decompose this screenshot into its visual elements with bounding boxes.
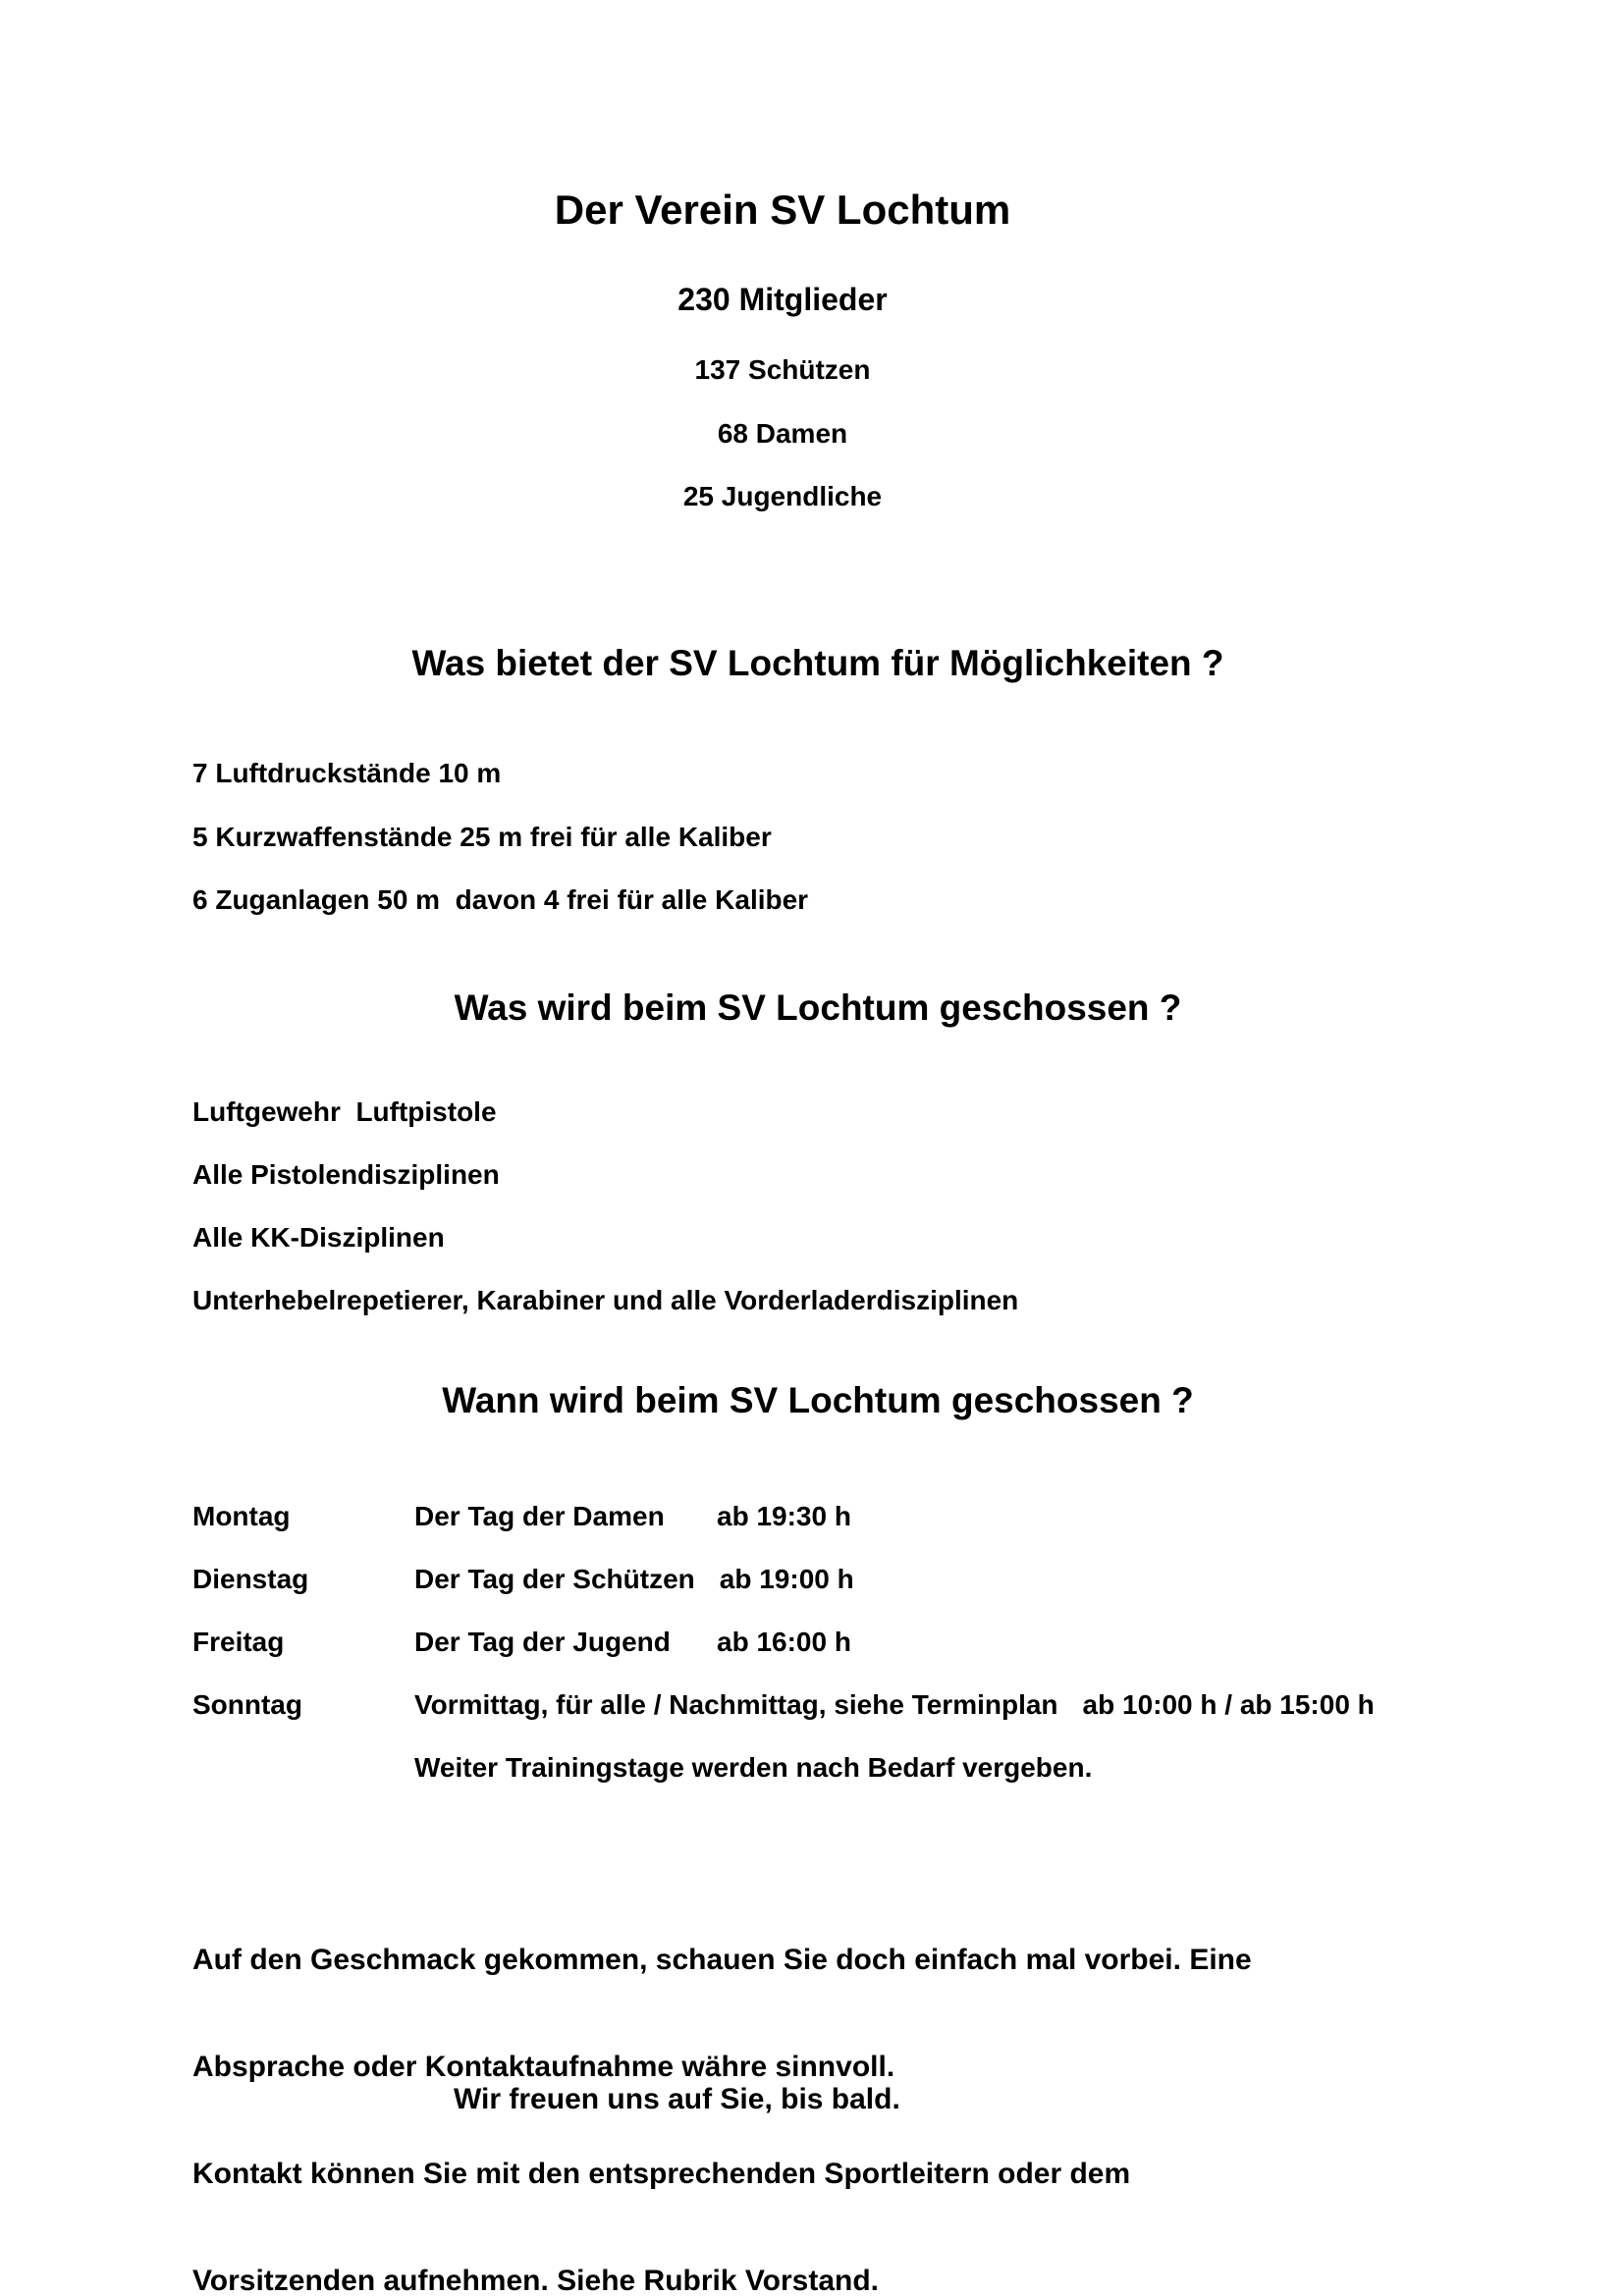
schedule-row — [192, 1629, 851, 1656]
stat-shooters: 137 Schützen — [694, 354, 871, 385]
stat-members: 230 Mitglieder — [677, 282, 888, 317]
schedule-day: Sonntag — [192, 1689, 302, 1720]
schedule-day: Freitag — [192, 1627, 285, 1657]
section-heading-disciplines: Was wird beim SV Lochtum geschossen ? — [454, 988, 1182, 1028]
stat-youth: 25 Jugendliche — [682, 481, 883, 511]
schedule-desc: Vormittag, für alle / Nachmittag, siehe Terminplan — [414, 1689, 1058, 1720]
closing-line: Wir freuen uns auf Sie, bis bald. — [454, 2083, 900, 2115]
schedule-row — [192, 1503, 851, 1530]
schedule-day: Dienstag — [192, 1564, 309, 1594]
schedule-row — [192, 1691, 1375, 1719]
schedule-desc: Der Tag der Schützen — [414, 1564, 695, 1594]
contact-paragraph-line: Absprache oder Kontaktaufnahme währe sinnvoll. — [192, 2051, 895, 2083]
schedule-note: Weiter Trainingstage werden nach Bedarf vergeben. — [414, 1752, 1093, 1783]
schedule-desc: Der Tag der Jugend — [414, 1627, 671, 1657]
stat-ladies: 68 Damen — [717, 418, 848, 449]
schedule-time: ab 16:00 h — [717, 1627, 851, 1657]
discipline-item: Alle KK-Disziplinen — [192, 1222, 445, 1253]
discipline-item: Luftgewehr Luftpistole — [192, 1096, 497, 1127]
page-title: Der Verein SV Lochtum — [554, 187, 1011, 233]
schedule-time: ab 10:00 h / ab 15:00 h — [1082, 1689, 1375, 1720]
schedule-time: ab 19:30 h — [717, 1501, 851, 1531]
schedule-day: Montag — [192, 1501, 291, 1531]
contact-paragraph-line: Kontakt können Sie mit den entsprechenden Sportleitern oder dem — [192, 2158, 1131, 2190]
section-heading-offers: Was bietet der SV Lochtum für Möglichkeiten ? — [411, 643, 1224, 683]
section-heading-schedule: Wann wird beim SV Lochtum geschossen ? — [442, 1380, 1194, 1420]
discipline-item: Alle Pistolendisziplinen — [192, 1159, 500, 1190]
schedule-desc: Der Tag der Damen — [414, 1501, 665, 1531]
offer-item: 7 Luftdruckstände 10 m — [192, 758, 502, 788]
discipline-item: Unterhebelrepetierer, Karabiner und alle Vorderladerdisziplinen — [192, 1285, 1019, 1315]
offer-item: 6 Zuganlagen 50 m davon 4 frei für alle Kaliber — [192, 884, 809, 915]
offer-item: 5 Kurzwaffenstände 25 m frei für alle Kaliber — [192, 822, 772, 852]
schedule-row — [192, 1566, 854, 1593]
contact-paragraph-line: Vorsitzenden aufnehmen. Siehe Rubrik Vorstand. — [192, 2265, 880, 2296]
schedule-time: ab 19:00 h — [719, 1564, 854, 1594]
contact-paragraph-line: Auf den Geschmack gekommen, schauen Sie doch einfach mal vorbei. Eine — [192, 1944, 1252, 1976]
